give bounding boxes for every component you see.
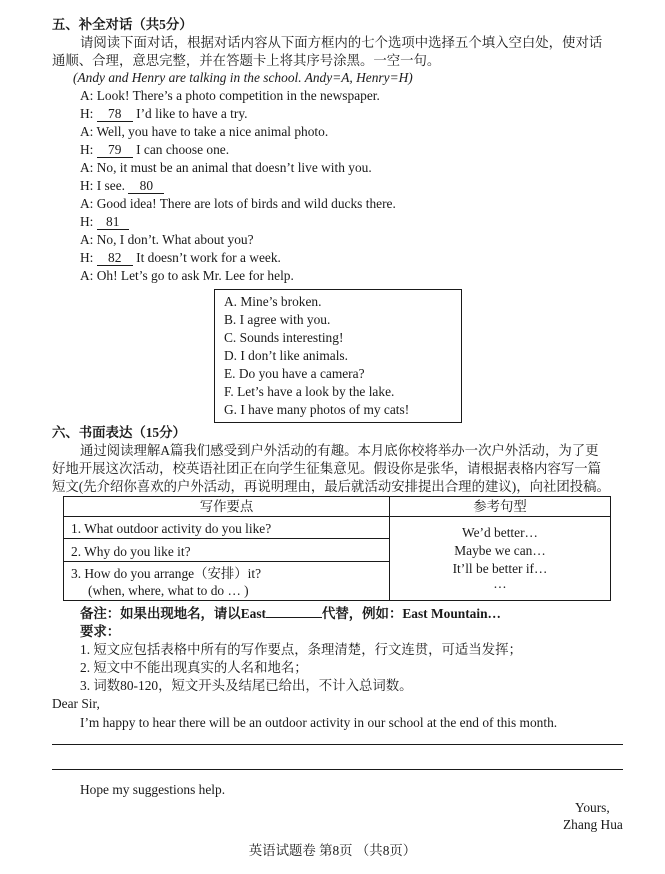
dialogue-speaker: H:: [80, 142, 97, 157]
requirements-title: 要求：: [80, 624, 121, 639]
table-rule: [64, 538, 389, 539]
section5-instruction-line2: 通顺、合理，意思完整，并在答题卡上将其序号涂黑。一空一句。: [52, 53, 441, 68]
letter-signoff: Yours,: [575, 800, 610, 815]
answer-blank-78[interactable]: 78: [97, 107, 133, 122]
dialogue-line-1: A: Look! There’s a photo competition in the newspaper.: [80, 88, 380, 103]
answer-blank-81[interactable]: 81: [97, 215, 129, 230]
section5-instruction-line1: 请阅读下面对话，根据对话内容从下面方框内的七个选项中选择五个填入空白处，使对话: [80, 35, 603, 50]
dialogue-speaker: H:: [80, 250, 97, 265]
dialogue-line-4: [80, 142, 229, 158]
section6-paragraph-line3: 短文(先介绍你喜欢的户外活动，再说明理由，最后就活动安排提出合理的建议)，向社团投稿。: [52, 479, 610, 494]
requirement-1: 1. 短文应包括表格中所有的写作要点，条理清楚，行文连贯，可适当发挥；: [80, 642, 522, 657]
answer-blank-80[interactable]: 80: [128, 179, 164, 194]
section6-paragraph-line2: 好地开展这次活动，校英语社团正在向学生征集意见。假设你是张华，请根据表格内容写一篇: [52, 461, 602, 476]
dialogue-speaker: H:: [80, 214, 97, 229]
dialogue-speaker: H: I see.: [80, 178, 129, 193]
section6-heading: 六、书面表达（15分）: [52, 425, 186, 440]
table-header-patterns: 参考句型: [473, 499, 527, 514]
note-prefix: 备注：如果出现地名，请以: [80, 606, 241, 621]
note-line: [80, 606, 501, 622]
options-box: [214, 289, 462, 423]
table-header-points: 写作要点: [199, 499, 254, 514]
dialogue-context: (Andy and Henry are talking in the school. Andy=A, Henry=H): [73, 70, 413, 85]
option-c: C. Sounds interesting!: [224, 330, 344, 345]
requirement-3: 3. 词数80-120，短文开头及结尾已给出，不计入总词数。: [80, 678, 413, 693]
note-east: East: [240, 606, 266, 621]
option-e: E. Do you have a camera?: [224, 366, 365, 381]
dialogue-line-10: [80, 250, 281, 266]
dialogue-line-2: [80, 106, 248, 122]
writing-point-1: 1. What outdoor activity do you like?: [71, 521, 272, 536]
note-blank: [266, 617, 322, 618]
note-example: East Mountain…: [402, 606, 501, 621]
section6-paragraph-line1: 通过阅读理解A篇我们感受到户外活动的有趣。本月底你校将举办一次户外活动，为了更: [80, 443, 599, 458]
writing-point-2: 2. Why do you like it?: [71, 544, 191, 559]
option-a: A. Mine’s broken.: [224, 294, 322, 309]
dialogue-text: It doesn’t work for a week.: [136, 250, 281, 265]
note-middle: 代替，例如：: [322, 606, 403, 621]
table-rule: [64, 516, 610, 517]
sentence-pattern-ellipsis: …: [493, 576, 507, 591]
dialogue-speaker: H:: [80, 106, 97, 121]
dialogue-line-9: A: No, I don’t. What about you?: [80, 232, 254, 247]
sentence-pattern-3: It’ll be better if…: [452, 561, 548, 576]
table-rule: [64, 561, 389, 562]
dialogue-line-7: A: Good idea! There are lots of birds and wild ducks there.: [80, 196, 396, 211]
sentence-pattern-1: We’d better…: [462, 525, 538, 540]
answer-blank-79[interactable]: 79: [97, 143, 133, 158]
writing-point-3: 3. How do you arrange（安排）it?: [71, 566, 262, 581]
dialogue-line-5: A: No, it must be an animal that doesn’t live with you.: [80, 160, 372, 175]
dialogue-line-6: [80, 178, 164, 194]
writing-line-2[interactable]: [52, 769, 623, 770]
option-b: B. I agree with you.: [224, 312, 331, 327]
writing-line-1[interactable]: [52, 744, 623, 745]
dialogue-text: I can choose one.: [136, 142, 230, 157]
dialogue-line-11: A: Oh! Let’s go to ask Mr. Lee for help.: [80, 268, 294, 283]
writing-points-table: [63, 496, 611, 601]
letter-signature-name: Zhang Hua: [563, 817, 623, 832]
letter-opening: I’m happy to hear there will be an outdoor activity in our school at the end of this month.: [80, 715, 558, 730]
option-f: F. Let’s have a look by the lake.: [224, 384, 395, 399]
section5-heading: 五、补全对话（共5分）: [52, 17, 193, 32]
dialogue-line-8: [80, 214, 129, 230]
letter-salutation: Dear Sir,: [52, 696, 100, 711]
letter-closing: Hope my suggestions help.: [80, 782, 226, 797]
option-g: G. I have many photos of my cats!: [224, 402, 410, 417]
answer-blank-82[interactable]: 82: [97, 251, 133, 266]
dialogue-line-3: A: Well, you have to take a nice animal photo.: [80, 124, 329, 139]
sentence-pattern-2: Maybe we can…: [454, 543, 546, 558]
writing-point-3-detail: (when, where, what to do … ): [88, 583, 249, 598]
page-footer: 英语试题卷 第8页 （共8页）: [248, 843, 417, 858]
option-d: D. I don’t like animals.: [224, 348, 348, 363]
dialogue-text: I’d like to have a try.: [136, 106, 248, 121]
requirement-2: 2. 短文中不能出现真实的人名和地名；: [80, 660, 308, 675]
